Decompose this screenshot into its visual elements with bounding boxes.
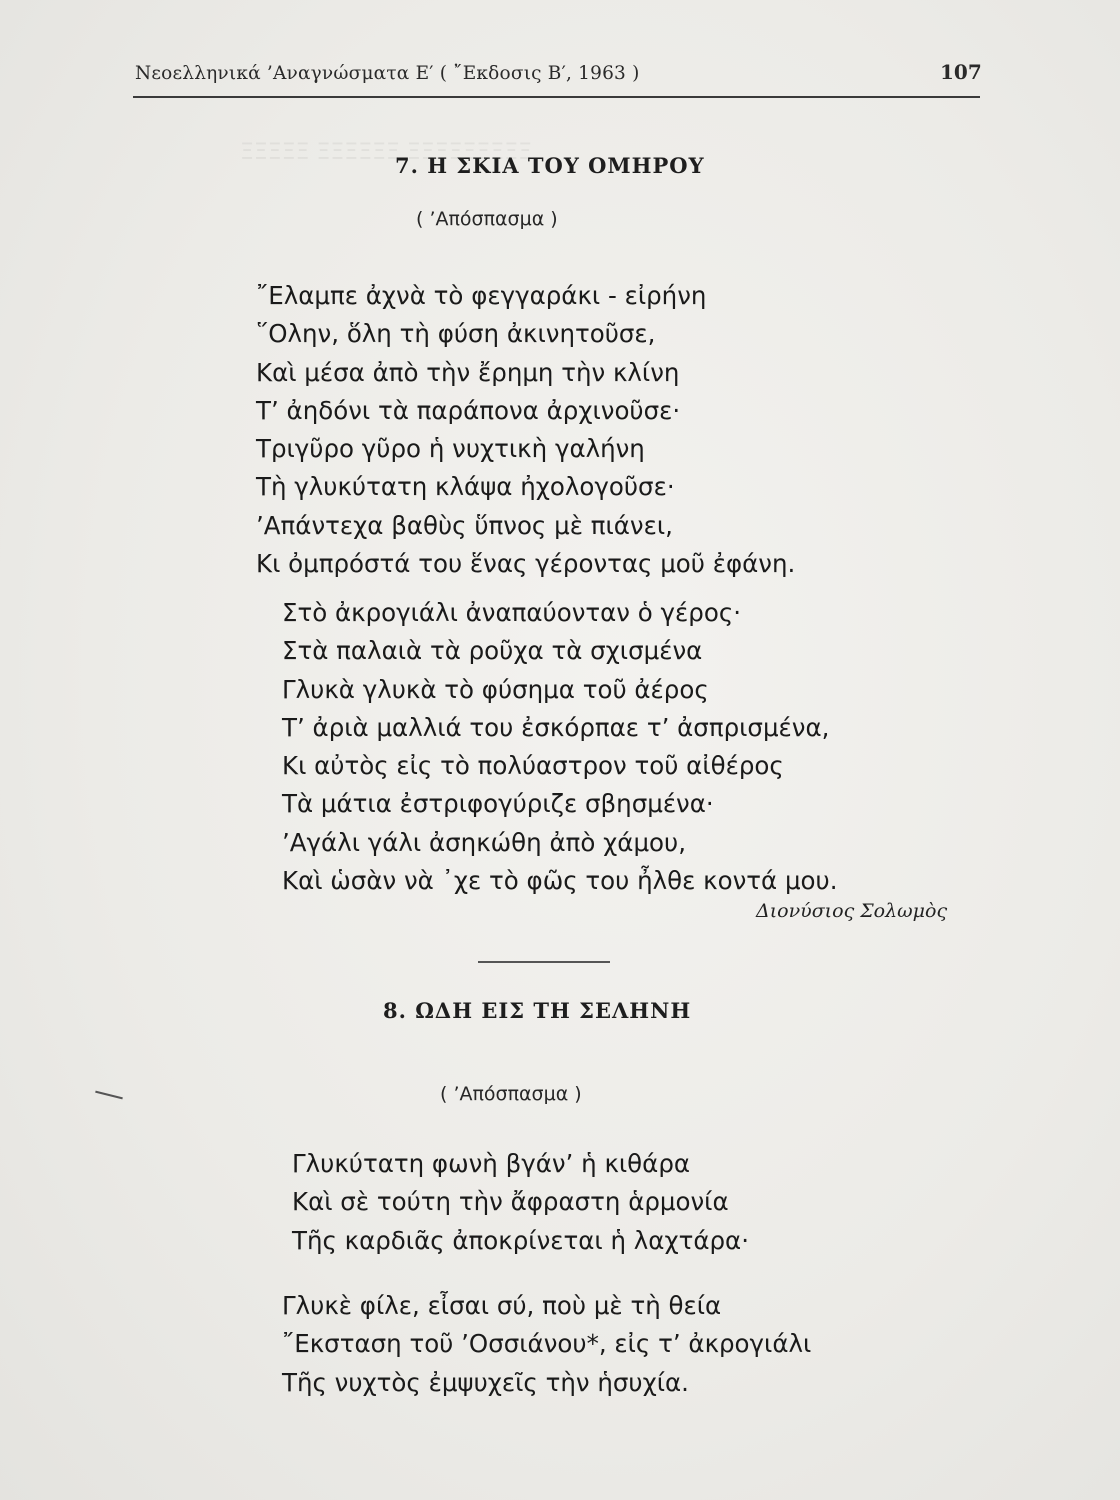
show-through-bleed: ΞΞΞΞΞ ΞΞΞΞΞΞ ΞΞΞΞΞΞΞΞΞ [240, 140, 532, 165]
verse-line: Τ’ ἀριὰ μαλλιά του ἐσκόρπαε τ’ ἀσπρισμένα, [282, 712, 830, 742]
poem2-stanza-2 [282, 1287, 811, 1402]
section-divider [478, 961, 610, 963]
poem2-subtitle: ( ’Απόσπασμα ) [440, 1083, 582, 1105]
header-rule [133, 96, 980, 98]
verse-line: Τῆς καρδιᾶς ἀποκρίνεται ἡ λαχτάρα· [292, 1225, 749, 1255]
poem1-stanza-1 [256, 277, 795, 583]
verse-line: Τὴ γλυκύτατη κλάψα ἠχολογοῦσε· [256, 472, 675, 502]
verse-line: Τριγῦρο γῦρο ἡ νυχτικὴ γαλήνη [256, 434, 645, 464]
verse-line: Γλυκὲ φίλε, εἶσαι σύ, ποὺ μὲ τὴ θεία [282, 1291, 722, 1320]
verse-line: Γλυκύτατη φωνὴ βγάν’ ἡ κιθάρα [292, 1149, 691, 1178]
poem2-stanza-1 [292, 1145, 749, 1260]
verse-line: Στὸ ἀκρογιάλι ἀναπαύονταν ὁ γέρος· [282, 598, 741, 627]
poem1-title: 7. Η ΣΚΙΑ ΤΟΥ ΟΜΗΡΟΥ [395, 153, 705, 178]
verse-line: ῎Εκσταση τοῦ ’Οσσιάνου*, εἰς τ’ ἀκρογιάλι [282, 1329, 812, 1359]
poem1-author: Διονύσιος Σολωμὸς [756, 900, 948, 922]
verse-line: ῞Ολην, ὅλη τὴ φύση ἀκινητοῦσε, [256, 319, 656, 349]
verse-line: Τ’ ἀηδόνι τὰ παράπονα ἀρχινοῦσε· [256, 395, 681, 425]
verse-line: Στὰ παλαιὰ τὰ ροῦχα τὰ σχισμένα [282, 636, 703, 666]
verse-line: ’Αγάλι γάλι ἀσηκώθη ἀπὸ χάμου, [282, 827, 686, 857]
verse-line: Κι αὐτὸς εἰς τὸ πολύαστρον τοῦ αἰθέρος [282, 751, 784, 781]
page-number: 107 [940, 60, 982, 84]
poem1-subtitle: ( ’Απόσπασμα ) [416, 208, 558, 230]
poem2-title: 8. ΩΔΗ ΕΙΣ ΤΗ ΣΕΛΗΝΗ [383, 998, 692, 1023]
verse-line: Καὶ μέσα ἀπὸ τὴν ἔρημη τὴν κλίνη [256, 357, 680, 387]
verse-line: Γλυκὰ γλυκὰ τὸ φύσημα τοῦ ἀέρος [282, 674, 709, 704]
verse-line: ῎Ελαμπε ἀχνὰ τὸ φεγγαράκι - εἰρήνη [256, 281, 707, 310]
verse-line: Τῆς νυχτὸς ἐμψυχεῖς τὴν ἡσυχία. [282, 1367, 689, 1397]
running-title: Νεοελληνικά ’Αναγνώσματα Ε′ ( ῎Εκδοσις Β′, 1963 ) [135, 63, 640, 84]
poem1-stanza-2 [282, 594, 838, 900]
verse-line: Καὶ σὲ τούτη τὴν ἄφραστη ἁρμονία [292, 1187, 729, 1217]
verse-line: ’Απάντεχα βαθὺς ὕπνος μὲ πιάνει, [256, 510, 673, 540]
verse-line: Τὰ μάτια ἐστριφογύριζε σβησμένα· [282, 789, 714, 819]
margin-pencil-mark [95, 1091, 123, 1100]
verse-line: Κι ὀμπρόστά του ἕνας γέροντας μοῦ ἐφάνη. [256, 549, 796, 579]
verse-line: Καὶ ὡσὰν νὰ ᾽χε τὸ φῶς του ἦλθε κοντά μου. [282, 866, 838, 896]
